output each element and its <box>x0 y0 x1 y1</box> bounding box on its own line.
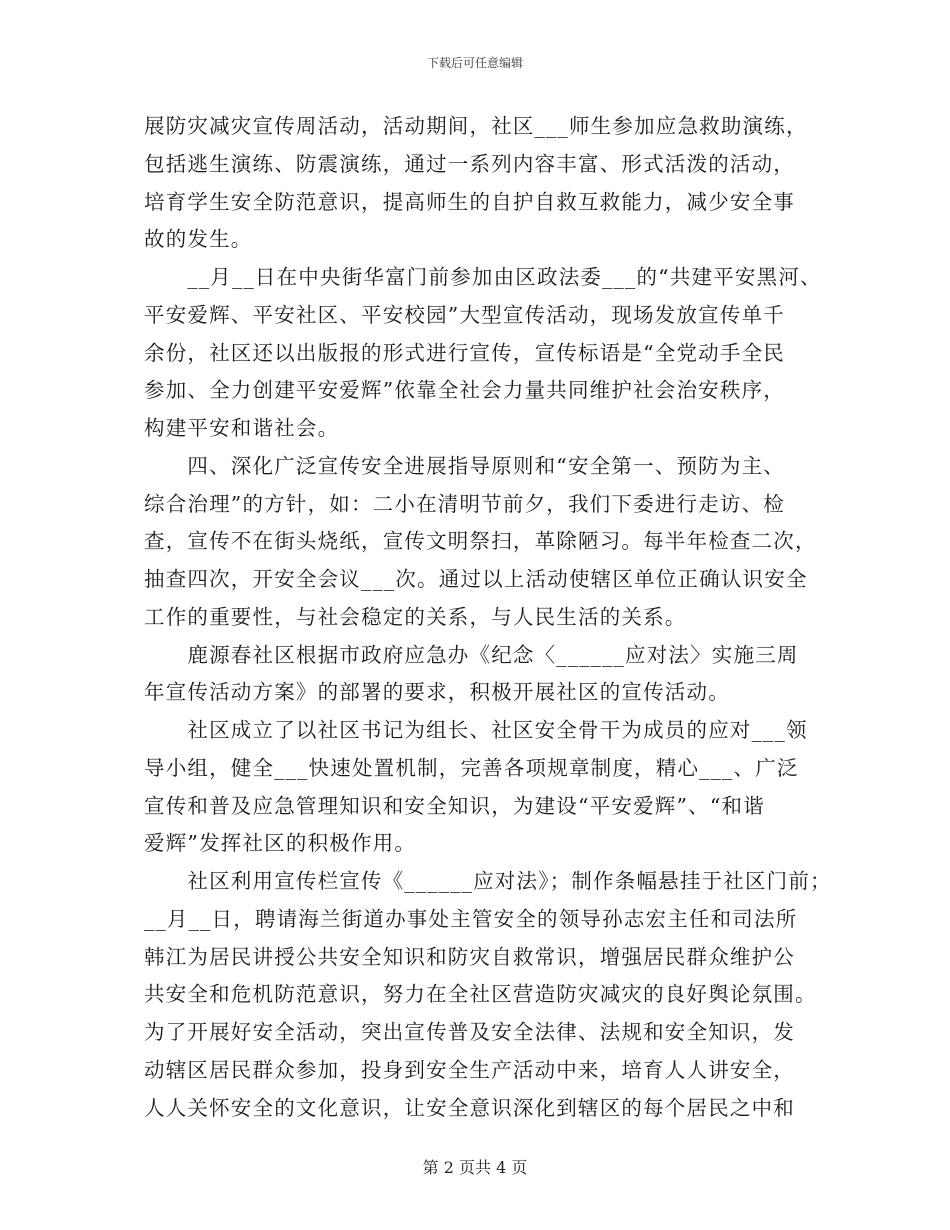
text-line: 参加、全力创建平安爱辉”依靠全社会力量共同维护社会治安秩序， <box>144 378 785 403</box>
text-line: 故的发生。 <box>144 227 253 252</box>
page-header: 下载后可任意编辑 <box>426 56 523 70</box>
text-line: 展防灾减灾宣传周活动，活动期间，社区___师生参加应急救助演练， <box>144 114 808 138</box>
text-line: 人人关怀安全的文化意识，让安全意识深化到辖区的每个居民之中和 <box>144 1095 795 1120</box>
text-line: 抽查四次，开安全会议___次。通过以上活动使辖区单位正确认识安全 <box>144 567 808 591</box>
text-line: 工作的重要性，与社会稳定的关系，与人民生活的关系。 <box>144 604 687 629</box>
text-line: __月__日在中央街华富门前参加由区政法委___的“共建平安黑河、 <box>144 265 822 289</box>
text-line: 四、深化广泛宣传安全进展指导原则和“安全第一、预防为主、 <box>144 453 785 478</box>
text-line: 动辖区居民群众参加，投身到安全生产活动中来，培育人人讲安全， <box>144 1057 795 1082</box>
text-line: 导小组，健全___快速处置机制，完善各项规章制度，精心___、广泛 <box>144 755 799 780</box>
text-line: 宣传和普及应急管理知识和安全知识，为建设“平安爱辉”、“和谐 <box>144 793 765 818</box>
text-line: 年宣传活动方案》的部署的要求，积极开展社区的宣传活动。 <box>144 680 730 705</box>
text-line: 社区利用宣传栏宣传《______应对法》；制作条幅悬挂于社区门前； <box>144 869 832 893</box>
text-line: 平安爱辉、平安社区、平安校园”大型宣传活动，现场发放宣传单千 <box>144 302 785 327</box>
text-line: 培育学生安全防范意识，提高师生的自护自救互救能力，减少安全事 <box>144 189 795 214</box>
text-line: 查，宣传不在街头烧纸，宣传文明祭扫，革除陋习。每半年检查二次， <box>144 529 817 554</box>
text-line: 包括逃生演练、防震演练，通过一系列内容丰富、形式活泼的活动， <box>144 151 795 176</box>
text-line: 鹿源春社区根据市政府应急办《纪念〈______应对法〉实施三周 <box>144 642 799 667</box>
text-line: 社区成立了以社区书记为组长、社区安全骨干为成员的应对___领 <box>144 718 808 742</box>
text-line: 共安全和危机防范意识，努力在全社区营造防灾减灾的良好舆论氛围。 <box>144 982 817 1007</box>
text-line: 构建平安和谐社会。 <box>144 416 340 440</box>
text-line: __月__日，聘请海兰街道办事处主管安全的领导孙志宏主任和司法所 <box>144 906 798 931</box>
document-body <box>144 108 834 1127</box>
text-line: 为了开展好安全活动，突出宣传普及安全法律、法规和安全知识，发 <box>144 1020 795 1044</box>
text-line: 韩江为居民讲授公共安全知识和防灾自救常识，增强居民群众维护公 <box>144 944 795 969</box>
page-number-footer: 第 2 页共 4 页 <box>422 1158 528 1177</box>
text-line: 余份，社区还以出版报的形式进行宣传，宣传标语是“全党动手全民 <box>144 340 785 365</box>
text-line: 综合治理”的方针，如：二小在清明节前夕，我们下委进行走访、检 <box>144 491 785 516</box>
text-line: 爱辉”发挥社区的积极作用。 <box>144 831 417 856</box>
